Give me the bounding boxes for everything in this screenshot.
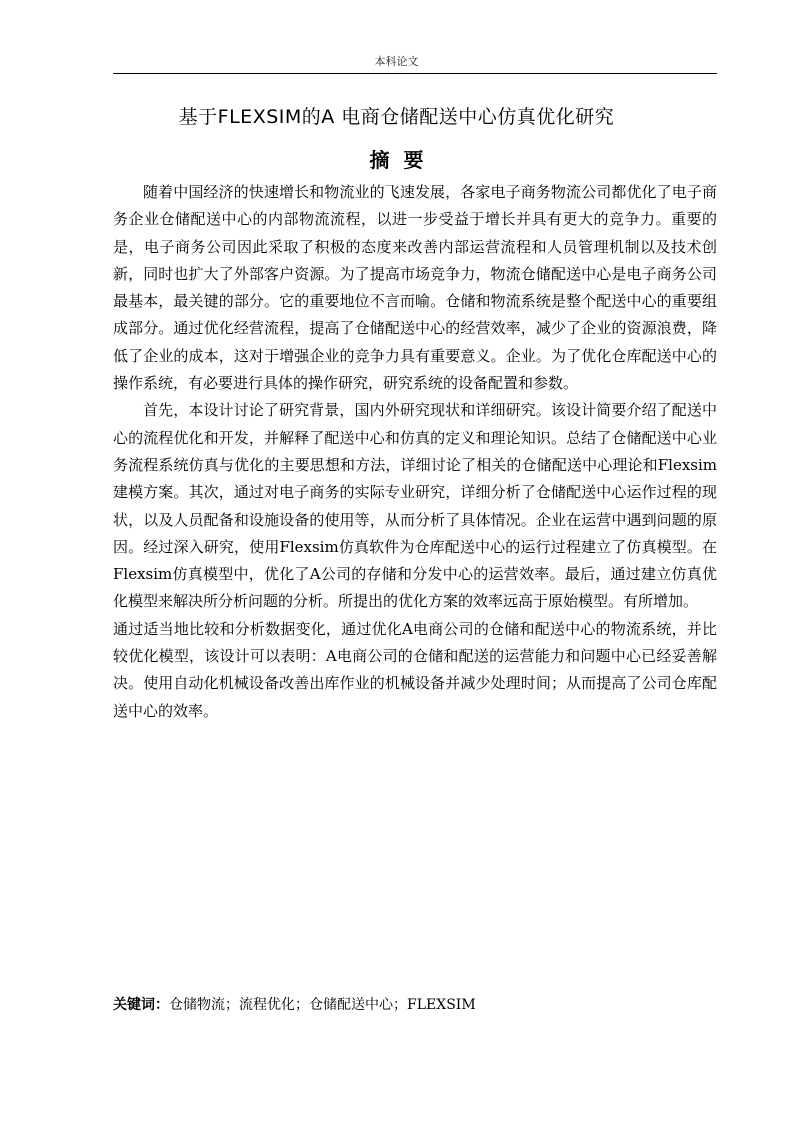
keywords-label: 关键词： bbox=[113, 997, 169, 1013]
keywords-line bbox=[113, 995, 717, 1015]
document-title: 基于FLEXSIM的A 电商仓储配送中心仿真优化研究 bbox=[178, 106, 615, 128]
abstract-heading: 摘要 bbox=[369, 148, 438, 172]
abstract-paragraph-2: 首先，本设计讨论了研究背景，国内外研究现状和详细研究。该设计简要介绍了配送中心的流程优化和开发，并解释了配送中心和仿真的定义和理论知识。总结了仓储配送中心业务流程系统仿真与优化的主要思想和方法，详细讨论了相关的仓储配送中心理论和Flexsim建模方案。其次，通过对电子商务的实际专业研究，详细分析了仓储配送中心运作过程的现状，以及人员配备和设施设备的使用等，从而分析了具体情况。企业在运营中遇到问题的原因。经过深入研究，使用Flexsim仿真软件为仓库配送中心的运行过程建立了仿真模型。在Flexsim仿真模型中，优化了A公司的存储和分发中心的运营效率。最后，通过建立仿真优化模型来解决所分析问题的分析。所提出的优化方案的效率远高于原始模型。有所增加。 bbox=[113, 401, 717, 611]
page-header: 本科论文 bbox=[374, 55, 419, 68]
abstract-paragraph-3: 通过适当地比较和分析数据变化，通过优化A电商公司的仓储和配送中心的物流系统，并比较优化模型，该设计可以表明：A电商公司的仓储和配送的运营能力和问题中心已经妥善解决。使用自动化机械设备改善出库作业的机械设备并减少处理时间；从而提高了公司仓库配送中心的效率。 bbox=[113, 619, 717, 720]
header-divider bbox=[113, 73, 717, 74]
abstract-body bbox=[113, 179, 717, 725]
keywords-value: 仓储物流；流程优化；仓储配送中心；FLEXSIM bbox=[169, 997, 476, 1013]
abstract-paragraph-1: 随着中国经济的快速增长和物流业的飞速发展，各家电子商务物流公司都优化了电子商务企业仓储配送中心的内部物流流程，以进一步受益于增长并具有更大的竞争力。重要的是，电子商务公司因此采取了积极的态度来改善内部运营流程和人员管理机制以及技术创新，同时也扩大了外部客户资源。为了提高市场竞争力，物流仓储配送中心是电子商务公司最基本，最关键的部分。它的重要地位不言而喻。仓储和物流系统是整个配送中心的重要组成部分。通过优化经营流程，提高了仓储配送中心的经营效率，减少了企业的资源浪费，降低了企业的成本，这对于增强企业的竞争力具有重要意义。企业。为了优化仓库配送中心的操作系统，有必要进行具体的操作研究，研究系统的设备配置和参数。 bbox=[113, 183, 717, 393]
